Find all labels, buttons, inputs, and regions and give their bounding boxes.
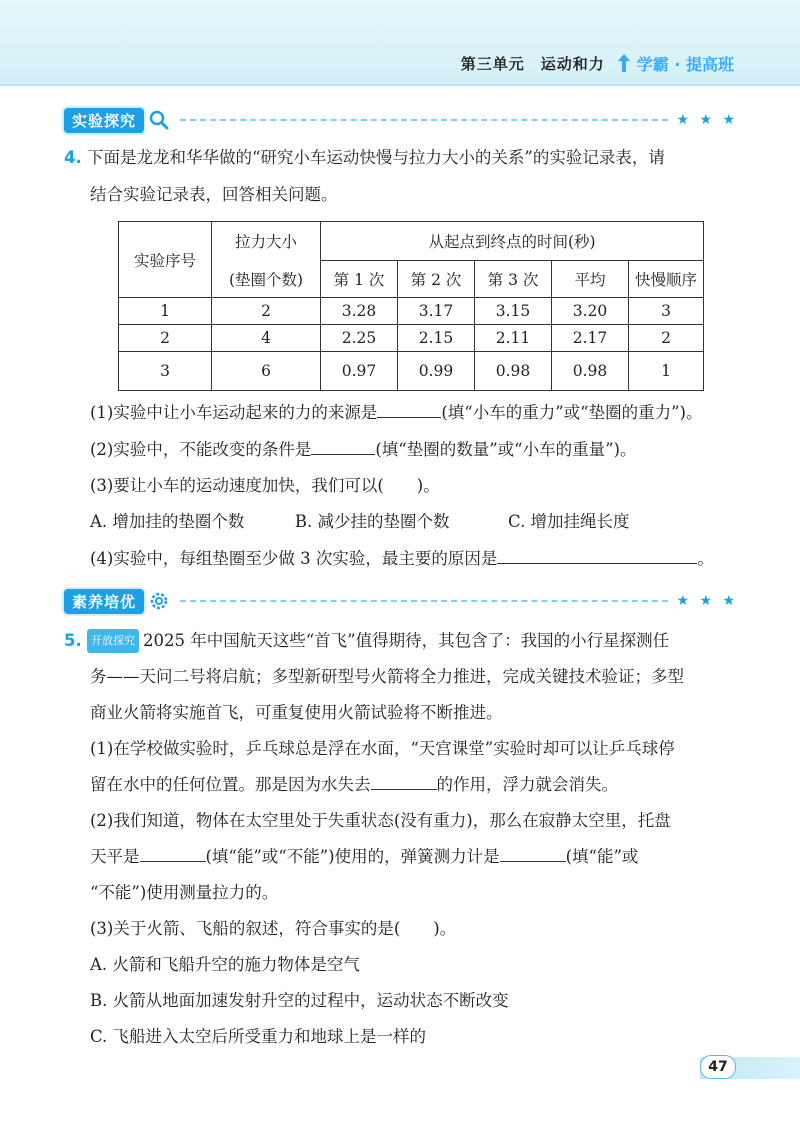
q5-part2-text: 天平是: [90, 847, 140, 866]
table-cell: 3.20: [552, 298, 629, 325]
answer-blank[interactable]: [500, 845, 566, 862]
table-cell: 0.97: [321, 352, 398, 391]
q4-number: 4.: [64, 148, 82, 167]
subheader: 第 3 次: [475, 261, 552, 298]
table-cell: 2: [629, 325, 704, 352]
table-row: [119, 352, 704, 391]
q5-stem-line1: [64, 629, 669, 653]
answer-blank[interactable]: [140, 845, 206, 862]
header-force-2: (垫圈个数): [212, 261, 321, 298]
unit-title: 第三单元 运动和力: [460, 54, 605, 73]
q4-part1-hint: (填“小车的重力”或“垫圈的重力”)。: [441, 403, 703, 422]
page-number: 47: [700, 1055, 736, 1079]
table-cell: 0.99: [398, 352, 475, 391]
table-cell: 6: [212, 352, 321, 391]
table-cell: 3.17: [398, 298, 475, 325]
option-a[interactable]: A. 增加挂的垫圈个数: [90, 512, 245, 531]
subheader: 快慢顺序: [629, 261, 704, 298]
answer-blank[interactable]: [311, 438, 375, 455]
page-header: [461, 52, 734, 74]
q4-part1-text: (1)实验中让小车运动起来的力的来源是: [90, 403, 378, 422]
q5-part1-line1: (1)在学校做实验时，乒乓球总是浮在水面，“天宫课堂”实验时却可以让乒乓球停: [90, 739, 675, 758]
q4-part4-text: (4)实验中，每组垫圈至少做 3 次实验，最主要的原因是: [90, 549, 498, 568]
section-bar-literacy: [64, 589, 738, 613]
q5-part2-text3: (填“能”或: [565, 847, 639, 866]
table-cell: 4: [212, 325, 321, 352]
subheader: 第 1 次: [321, 261, 398, 298]
brand: [615, 52, 734, 75]
brand-label: 学霸 · 提高班: [636, 54, 734, 74]
subheader: 平均: [552, 261, 629, 298]
header-force-1: 拉力大小: [212, 222, 321, 261]
table-cell: 2: [119, 325, 212, 352]
q5-stem-line2: 务——天问二号将启航；多型新研型号火箭将全力推进，完成关键技术验证；多型: [90, 667, 684, 686]
option-c[interactable]: C. 增加挂绳长度: [508, 512, 630, 531]
option-b[interactable]: B. 火箭从地面加速发射升空的过程中，运动状态不断改变: [90, 991, 509, 1010]
table-cell: 2.17: [552, 325, 629, 352]
answer-blank[interactable]: [497, 547, 697, 564]
gear-icon: [148, 590, 170, 612]
table-cell: 2: [212, 298, 321, 325]
answer-blank[interactable]: [371, 773, 437, 790]
q4-stem-text1: 下面是龙龙和华华做的“研究小车运动快慢与拉力大小的关系”的实验记录表，请: [87, 148, 665, 167]
magnifier-icon: [148, 109, 170, 131]
table-cell: 1: [119, 298, 212, 325]
q5-part1-text: 留在水中的任何位置。那是因为水失去: [90, 775, 371, 794]
q4-stem-line2: 结合实验记录表，回答相关问题。: [90, 185, 338, 204]
q4-options: [90, 510, 630, 534]
q4-part1: [90, 401, 703, 425]
q5-part1-line2: [90, 773, 618, 797]
q4-part2-text: (2)实验中，不能改变的条件是: [90, 440, 312, 459]
q4-part2: [90, 438, 637, 462]
q4-part4-end: 。: [697, 549, 714, 568]
section-divider: [180, 119, 668, 121]
q4-part2-hint: (填“垫圈的数量”或“小车的重量”)。: [375, 440, 637, 459]
q5-part2-text2: (填“能”或“不能”)使用的，弹簧测力计是: [205, 847, 500, 866]
experiment-table: [118, 221, 704, 391]
table-cell: 3: [119, 352, 212, 391]
q5-number: 5.: [64, 631, 82, 650]
option-a[interactable]: A. 火箭和飞船升空的施力物体是空气: [90, 955, 360, 974]
difficulty-stars: ★ ★ ★: [676, 593, 738, 609]
table-cell: 1: [629, 352, 704, 391]
section-tag-literacy: 素养培优: [64, 589, 144, 614]
table-cell: 2.25: [321, 325, 398, 352]
brand-arrow-icon: [615, 52, 633, 74]
table-cell: 3.28: [321, 298, 398, 325]
table-cell: 3: [629, 298, 704, 325]
q5-part2-line2: [90, 845, 638, 869]
table-cell: 3.15: [475, 298, 552, 325]
q5-part3: (3)关于火箭、飞船的叙述，符合事实的是( )。: [90, 919, 457, 938]
q4-part4: [90, 547, 714, 571]
table-cell: 2.11: [475, 325, 552, 352]
table-cell: 2.15: [398, 325, 475, 352]
option-c[interactable]: C. 飞船进入太空后所受重力和地球上是一样的: [90, 1027, 427, 1046]
table-row: [119, 325, 704, 352]
section-tag-experiment: 实验探究: [64, 108, 144, 133]
q5-part2-line3: “不能”)使用测量拉力的。: [90, 883, 279, 902]
open-explore-badge: 开放探究: [87, 629, 139, 653]
section-bar-experiment: [64, 108, 738, 132]
q5-stem-line3: 商业火箭将实施首飞，可重复使用火箭试验将不断推进。: [90, 703, 503, 722]
q4-stem-line1: [64, 146, 665, 170]
difficulty-stars: ★ ★ ★: [676, 112, 738, 128]
header-seq: 实验序号: [119, 222, 212, 298]
q5-stem-text1: 2025 年中国航天这些“首飞”值得期待，其包含了：我国的小行星探测任: [143, 631, 670, 650]
q4-part3: (3)要让小车的运动速度加快，我们可以( )。: [90, 476, 440, 495]
header-time: 从起点到终点的时间(秒): [321, 222, 704, 261]
q5-part2-line1: (2)我们知道，物体在太空里处于失重状态(没有重力)，那么在寂静太空里，托盘: [90, 811, 671, 830]
option-b[interactable]: B. 减少挂的垫圈个数: [294, 512, 450, 531]
subheader: 第 2 次: [398, 261, 475, 298]
table-row: [119, 298, 704, 325]
answer-blank[interactable]: [377, 401, 441, 418]
table-cell: 0.98: [475, 352, 552, 391]
table-cell: 0.98: [552, 352, 629, 391]
q5-part1-text2: 的作用，浮力就会消失。: [436, 775, 618, 794]
section-divider: [180, 600, 668, 602]
